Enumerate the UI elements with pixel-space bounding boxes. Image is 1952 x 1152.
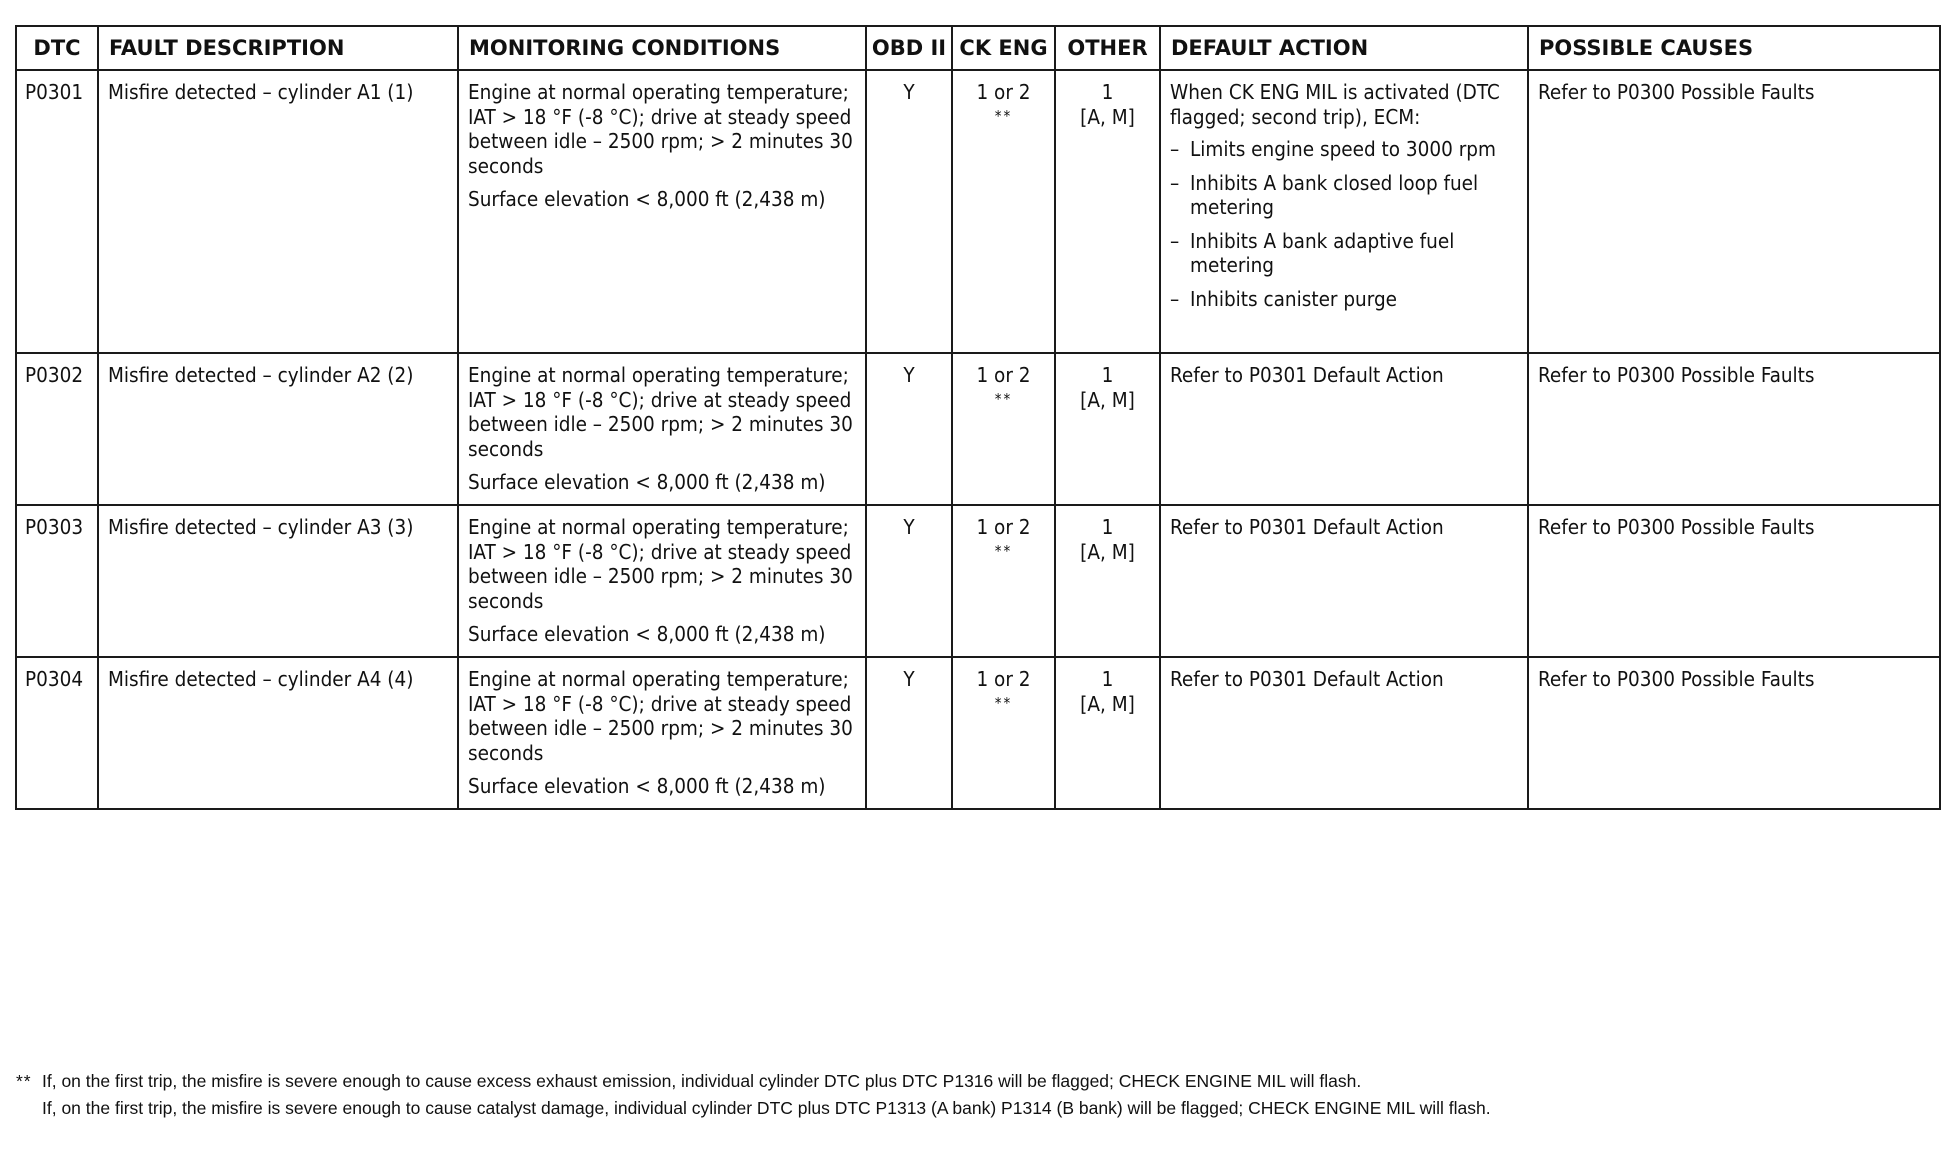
dtc-code: P0301 [16, 70, 98, 353]
header-possible-causes: POSSIBLE CAUSES [1528, 26, 1940, 70]
monitoring-conditions [458, 505, 866, 657]
footnote-marker: ** [994, 106, 1013, 125]
possible-causes: Refer to P0300 Possible Faults [1528, 505, 1940, 657]
header-ck-eng: CK ENG [952, 26, 1055, 70]
fault-description: Misfire detected – cylinder A3 (3) [98, 505, 458, 657]
monitoring-text: Engine at normal operating temperature; IAT > 18 °F (-8 °C); drive at steady speed between idle – 2500 rpm; > 2 minutes 30 seconds [468, 515, 853, 613]
footnote-marker: ** [994, 693, 1013, 712]
footnote-marker: ** [994, 541, 1013, 560]
fault-description: Misfire detected – cylinder A4 (4) [98, 657, 458, 809]
dtc-code: P0303 [16, 505, 98, 657]
other-cell [1055, 353, 1160, 505]
default-action: Refer to P0301 Default Action [1160, 505, 1528, 657]
obd-ii-value: Y [866, 505, 952, 657]
surface-elevation: Surface elevation < 8,000 ft (2,438 m) [468, 622, 826, 646]
possible-causes: Refer to P0300 Possible Faults [1528, 657, 1940, 809]
other-codes: [A, M] [1080, 691, 1135, 716]
fault-description: Misfire detected – cylinder A1 (1) [98, 70, 458, 353]
default-action [1160, 70, 1528, 353]
table-row-p0302 [16, 353, 1940, 505]
other-cell [1055, 657, 1160, 809]
dtc-code: P0302 [16, 353, 98, 505]
footnote-marker: ** [16, 1071, 32, 1091]
header-dtc: DTC [16, 26, 98, 70]
monitoring-text: Engine at normal operating temperature; IAT > 18 °F (-8 °C); drive at steady speed between idle – 2500 rpm; > 2 minutes 30 seconds [468, 363, 853, 461]
ck-eng-value: 1 or 2 [976, 515, 1031, 539]
possible-causes: Refer to P0300 Possible Faults [1528, 70, 1940, 353]
default-action-intro: When CK ENG MIL is activated (DTC flagged; second trip), ECM: [1170, 80, 1500, 129]
default-action-item: – Inhibits A bank adaptive fuel metering [1170, 229, 1518, 278]
surface-elevation: Surface elevation < 8,000 ft (2,438 m) [468, 187, 826, 211]
ck-eng-cell [952, 505, 1055, 657]
obd-ii-value: Y [866, 70, 952, 353]
ck-eng-value: 1 or 2 [976, 363, 1031, 387]
monitoring-conditions [458, 657, 866, 809]
footnote-line-1 [16, 1068, 1491, 1095]
default-action-list [1170, 137, 1518, 311]
ck-eng-cell [952, 70, 1055, 353]
surface-elevation: Surface elevation < 8,000 ft (2,438 m) [468, 470, 826, 494]
footnote-marker: ** [994, 389, 1013, 408]
default-action: Refer to P0301 Default Action [1160, 657, 1528, 809]
header-default-action: DEFAULT ACTION [1160, 26, 1528, 70]
other-codes: [A, M] [1080, 539, 1135, 564]
other-value: 1 [1101, 363, 1114, 387]
other-value: 1 [1101, 515, 1114, 539]
header-other: OTHER [1055, 26, 1160, 70]
monitoring-conditions [458, 353, 866, 505]
monitoring-text: Engine at normal operating temperature; IAT > 18 °F (-8 °C); drive at steady speed between idle – 2500 rpm; > 2 minutes 30 seconds [468, 667, 853, 765]
surface-elevation: Surface elevation < 8,000 ft (2,438 m) [468, 774, 826, 798]
monitoring-conditions [458, 70, 866, 353]
other-cell [1055, 505, 1160, 657]
other-value: 1 [1101, 667, 1114, 691]
table-row-p0301 [16, 70, 1940, 353]
default-action-item: – Limits engine speed to 3000 rpm [1170, 137, 1518, 162]
default-action-item: – Inhibits A bank closed loop fuel metering [1170, 171, 1518, 220]
footnote-text: If, on the first trip, the misfire is severe enough to cause excess exhaust emission, individual cylinder DTC plus DTC P1316 will be flagged; CHECK ENGINE MIL will flash. [42, 1071, 1362, 1091]
dtc-code: P0304 [16, 657, 98, 809]
table-row-p0304 [16, 657, 1940, 809]
other-value: 1 [1101, 80, 1114, 104]
ck-eng-value: 1 or 2 [976, 80, 1031, 104]
other-codes: [A, M] [1080, 387, 1135, 412]
possible-causes: Refer to P0300 Possible Faults [1528, 353, 1940, 505]
header-row [16, 26, 1940, 70]
ck-eng-value: 1 or 2 [976, 667, 1031, 691]
obd-ii-value: Y [866, 353, 952, 505]
monitoring-text: Engine at normal operating temperature; IAT > 18 °F (-8 °C); drive at steady speed between idle – 2500 rpm; > 2 minutes 30 seconds [468, 80, 853, 178]
footnote-text: If, on the first trip, the misfire is severe enough to cause catalyst damage, individual cylinder DTC plus DTC P1313 (A bank) P1314 (B bank) will be flagged; CHECK ENGINE MIL will flash. [42, 1098, 1491, 1118]
default-action-item: – Inhibits canister purge [1170, 287, 1518, 312]
footnotes [16, 1068, 1491, 1122]
ck-eng-cell [952, 657, 1055, 809]
header-obd-ii: OBD II [866, 26, 952, 70]
header-monitoring-conditions: MONITORING CONDITIONS [458, 26, 866, 70]
dtc-table [15, 25, 1941, 810]
header-fault-description: FAULT DESCRIPTION [98, 26, 458, 70]
other-codes: [A, M] [1080, 104, 1135, 129]
fault-description: Misfire detected – cylinder A2 (2) [98, 353, 458, 505]
table-row-p0303 [16, 505, 1940, 657]
ck-eng-cell [952, 353, 1055, 505]
default-action: Refer to P0301 Default Action [1160, 353, 1528, 505]
obd-ii-value: Y [866, 657, 952, 809]
footnote-line-2 [16, 1095, 1491, 1122]
other-cell [1055, 70, 1160, 353]
